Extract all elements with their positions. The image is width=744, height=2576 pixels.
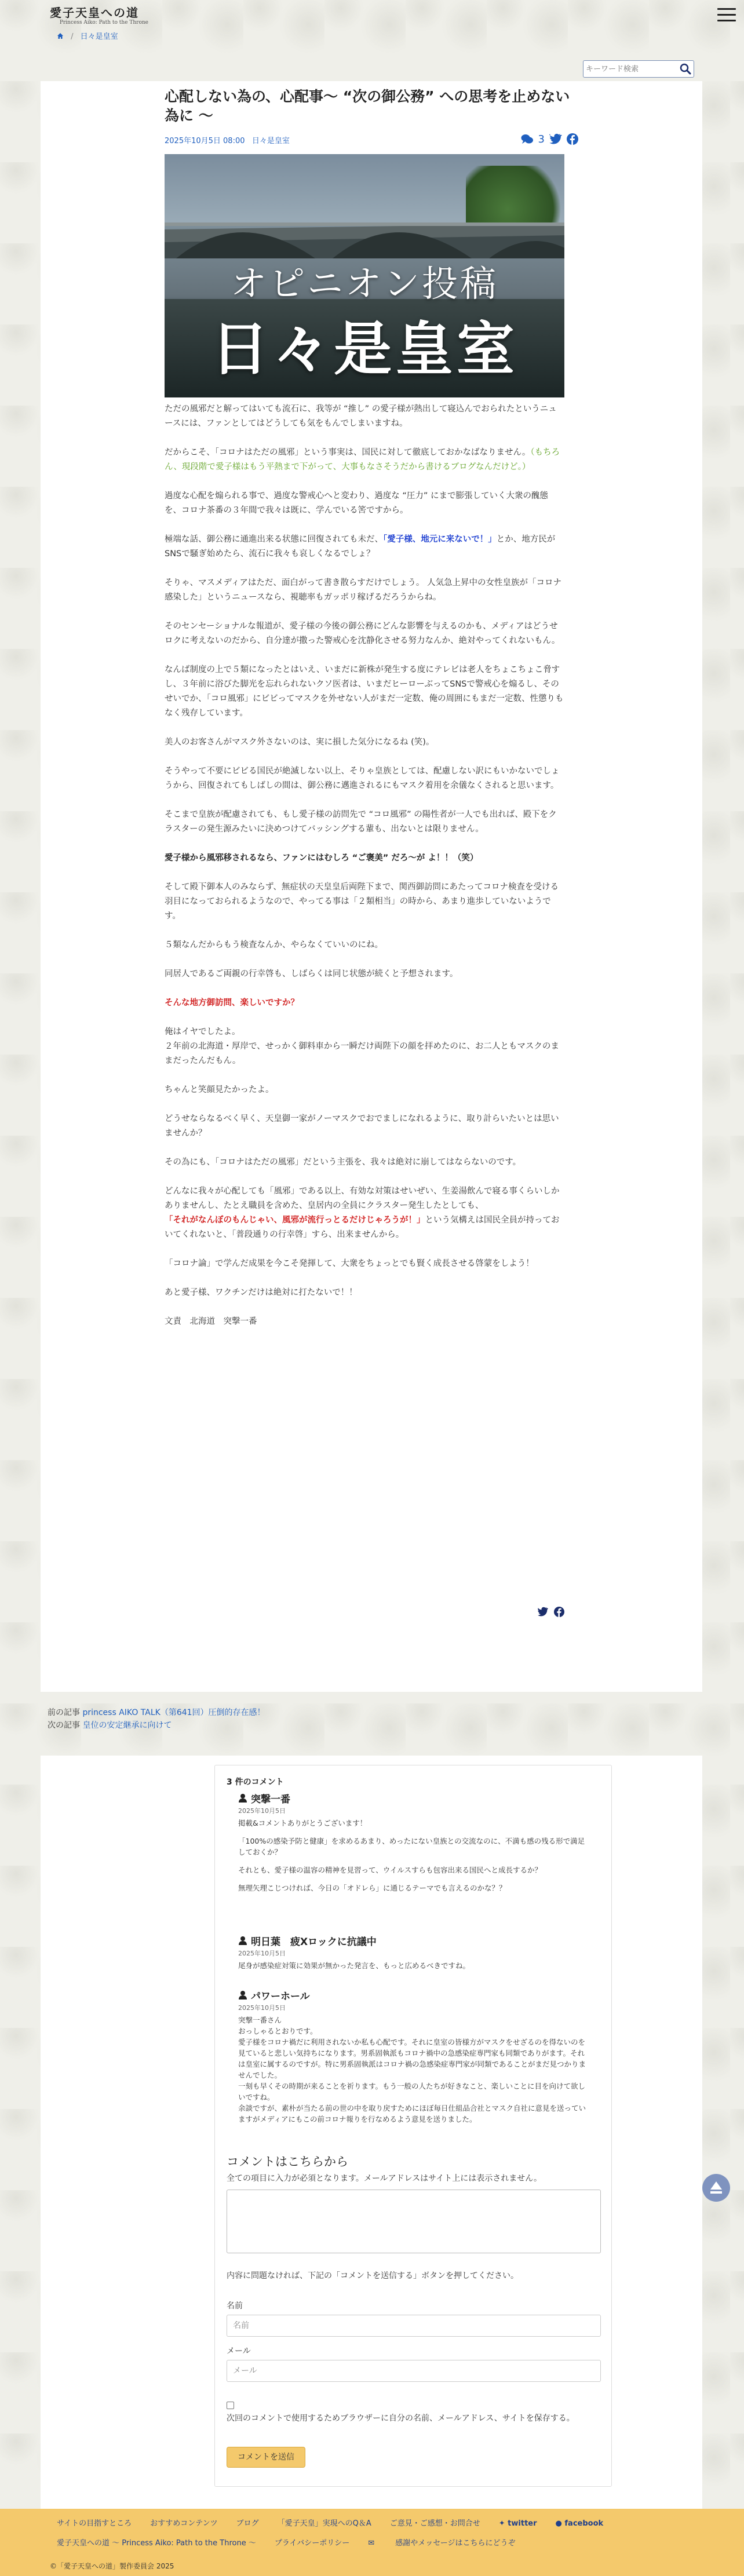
comment-author bbox=[238, 1988, 592, 2002]
prev-post-link[interactable]: princess AIKO TALK（第641回）圧倒的存在感！ bbox=[82, 1708, 265, 1717]
post-title: 心配しない為の、心配事～ “次の御公務” への思考を止めない為に ～ bbox=[165, 88, 570, 124]
user-icon bbox=[238, 1990, 247, 1999]
post-date bbox=[165, 134, 290, 145]
paragraph-text: ２年前の北海道・厚岸で、せっかく御料車から一瞬だけ両陛下の顔を拝めたのに、お二人ともマスクのままだったんだもん。 bbox=[165, 1042, 559, 1066]
comment-line: 愛子様をコロナ禍だに利用されないか私も心配です。それに皇室の皆様方がマスクをせざるのを得ないのを見ていると悲しい気持ちになります。男系固執派もコロナ禍中の急感染症専門家も同類でありがます。それは皇室に属するのですが。特に男系固執派はコロナ禍の急感染症専門家が同類であることがまだ見つかりませんでした。 bbox=[238, 2038, 586, 2079]
chevron-up-icon bbox=[702, 2174, 730, 2202]
comment-date: 2025年10月5日 bbox=[238, 2004, 286, 2012]
breadcrumb-category-link[interactable]: 日々是皇室 bbox=[80, 32, 118, 41]
site-footer bbox=[0, 2509, 744, 2576]
paragraph-text: 極端な話、御公務に通進出来る状態に回復されても未だ、 bbox=[165, 535, 383, 544]
footer-twitter-text: twitter bbox=[508, 2519, 537, 2528]
email-label: メール bbox=[227, 2347, 251, 2356]
comment-line: 突撃一番さん bbox=[238, 2016, 282, 2024]
paragraph bbox=[165, 1184, 564, 1242]
comment-line: 一刻も早くその時期が来ることを祈ります。もう一般の人たちが好きなこと、楽しいことに目を向けて欲しいですね。 bbox=[238, 2082, 586, 2101]
comment-form-title: コメントはこちらから bbox=[227, 2155, 348, 2169]
paragraph: なんば制度の上で５類になったとはいえ、いまだに新株が発生する度にテレビは老人をちょこちょこ脅すし、３年前に浴びた脚光を忘れられないクソ医者は、いまだヒーローぶってSNSで警戒心を煽るし、そのせいでか、「コロ風邪」にビビってマスクを外せない人がまだ一定数、俺の周囲にもまだ一定数、性懲りもなく残存しています。 bbox=[165, 665, 564, 718]
breadcrumb bbox=[57, 31, 118, 43]
comments-icon[interactable] bbox=[521, 133, 534, 145]
paragraph: そうやって不要にビビる国民が絶滅しない以上、そりゃ皇族としては、配慮しない訳にもいかないでしょうから、回復されてもしばしの間は、御公務に邁進されるにもマスク着用を余儀なくされると思います。 bbox=[165, 767, 560, 790]
email-field[interactable]: メール bbox=[227, 2360, 601, 2382]
footer-link[interactable]: ご意見・ご感想・お問合せ bbox=[389, 2519, 480, 2528]
comment-line: 「100%の感染予防と健康」を求めるあまり、めったにない皇族との交流なのに、不満も感の残る形で満足しておくか？ bbox=[238, 1837, 585, 1856]
footer-twitter-link[interactable]: ✦ twitter bbox=[498, 2519, 537, 2528]
comment-line: おっしゃるとおりです。 bbox=[238, 2027, 318, 2035]
paragraph: ５類なんだからもう検査なんか、やらなくていいのにね。 bbox=[165, 940, 383, 950]
footer-link[interactable]: プライバシーポリシー bbox=[274, 2539, 350, 2548]
paragraph bbox=[165, 1025, 564, 1068]
paragraph: ただの風邪だと解ってはいても流石に、我等が “推し” の愛子様が熱出して寝込んでおられたというニュースには、ファンとしてはどうしても気をもんでしまいますね。 bbox=[165, 404, 557, 428]
paragraph bbox=[165, 532, 564, 561]
paragraph: その為にも、「コロナはただの風邪」だという主張を、我々は絶対に崩してはならないのです。 bbox=[165, 1158, 521, 1167]
comment-line: 掲載&コメントありがとうございます！ bbox=[238, 1819, 367, 1827]
paragraph: そりゃ、マスメディアはただ、面白がって書き散らすだけでしょう。 人気急上昇中の女性皇族が「コロナ感染した」というニュースなら、視聴率もガッポリ稼げるだろうからね。 bbox=[165, 578, 561, 602]
paragraph: 「コロナ論」で学んだ成果を今こそ発揮して、大衆をちょっとでも賢く成長させる啓蒙をしよう！ bbox=[165, 1259, 534, 1268]
post-category-link[interactable]: 日々是皇室 bbox=[251, 137, 290, 145]
footer-message-link[interactable] bbox=[368, 2538, 534, 2549]
paragraph bbox=[165, 446, 564, 475]
user-icon bbox=[238, 1793, 247, 1803]
comment-author-name: 明日葉 疲Xロックに抗議中 bbox=[251, 1936, 377, 1948]
comment-line: それとも、愛子様の温容の精神を見習って、ウイルスすらも包容出来る国民へと成長するか？ bbox=[238, 1866, 542, 1874]
comment-line: 無理矢理こじつければ、今日の「オドレら」に通じるテーマでも言えるのかな？？ bbox=[238, 1884, 506, 1892]
paragraph-text: とか、地方民がSNSで騒ぎ始めたら、流石に我々も哀しくなるでしょ？ bbox=[165, 535, 556, 559]
post-meta bbox=[165, 131, 578, 147]
comment-author bbox=[238, 1791, 592, 1805]
footer-link[interactable]: おすすめコンテンツ bbox=[150, 2519, 218, 2528]
facebook-icon[interactable] bbox=[567, 133, 578, 145]
green-aside: （もちろん、現段階で愛子様はもう平熱まで下がって、大事もなさそうだから書けるブログなんだけど。） bbox=[165, 448, 560, 472]
comment-count[interactable]: 3 bbox=[538, 133, 545, 145]
paragraph: どうせならなるべく早く、天皇御一家がノーマスクでおでましになれるように、取り計らいたいとは思いませんか？ bbox=[165, 1114, 559, 1138]
comment-text bbox=[238, 1818, 592, 1893]
facebook-icon[interactable] bbox=[554, 1607, 564, 1617]
comment-line: 余談ですが、素朴が当たる前の世の中を取り戻すためにほぼ毎日仕組品合社とマスク自社に意見を送っていますがメディアにもこの前コロナ報りを行なめるよう意見を送りました。 bbox=[238, 2104, 586, 2123]
comment-form-hint: 内容に問題なければ、下記の「コメントを送信する」ボタンを押してください。 bbox=[227, 2271, 519, 2281]
paragraph: 同居人であるご両親の行幸啓も、しばらくは同じ状態が続くと予想されます。 bbox=[165, 969, 458, 979]
logo-sub-text: Princess Aiko: Path to the Throne bbox=[59, 20, 148, 25]
footer-link[interactable]: 愛子天皇への道 ～ Princess Aiko: Path to the Throne ～ bbox=[57, 2539, 256, 2548]
hero-title-line1: オピニオン投稿 bbox=[230, 262, 498, 305]
paragraph: そこまで皇族が配慮されても、もし愛子様の訪問先で “コロ風邪” の陽性者が一人でも出れば、殿下をクラスターの発生源みたいに決めつけてバッシングする輩も、出ないとは限りません。 bbox=[165, 810, 557, 834]
next-post-link[interactable]: 皇位の安定継承に向けて bbox=[82, 1721, 172, 1730]
comment bbox=[238, 1988, 592, 2125]
footer-link[interactable]: ブログ bbox=[236, 2519, 259, 2528]
comment-author-name: パワーホール bbox=[251, 1990, 310, 2002]
paragraph: 過度な心配を煽られる事で、過度な警戒心へと変わり、過度な “圧力” にまで膨張していく大衆の醜態を、コロナ茶番の３年間で我々は既に、学んでいる筈ですから。 bbox=[165, 491, 548, 515]
bold-paragraph: 愛子様から風邪移されるなら、ファンにはむしろ “ご褒美” だろ～が よ！！（笑） bbox=[165, 853, 479, 863]
article-panel bbox=[41, 81, 702, 1692]
comment-form-note: 全ての項目に入力が必須となります。メールアドレスはサイト上には表示されません。 bbox=[227, 2174, 542, 2183]
article bbox=[165, 81, 578, 1344]
paragraph-text: だからこそ、「コロナはただの風邪」という事実は、国民に対して徹底しておかなばなりません。 bbox=[165, 448, 531, 457]
next-post bbox=[48, 1719, 265, 1732]
mail-icon: ✉ bbox=[368, 2539, 377, 2548]
scroll-to-top-button[interactable] bbox=[702, 2174, 730, 2202]
footer-links-row2 bbox=[57, 2538, 552, 2549]
emphasis-quote: 「愛子様、地元に来ないで！」 bbox=[383, 535, 497, 544]
paragraph-text: どんなに我々が心配しても「風邪」である以上、有効な対策はせいぜい、生姜湯飲んで寝る事くらいしかありませんし、たとえ職員を含めた、皇居内の全員にクラスター発生したとしても、 bbox=[165, 1187, 560, 1210]
post-body bbox=[165, 402, 564, 1329]
save-info-checkbox[interactable] bbox=[227, 2402, 234, 2409]
search-icon bbox=[679, 63, 692, 75]
site-logo[interactable] bbox=[50, 6, 148, 27]
footer-facebook-link[interactable]: ● facebook bbox=[555, 2519, 604, 2528]
comments-panel bbox=[41, 1756, 702, 2509]
red-heading: そんな地方御訪問、楽しいですか？ bbox=[165, 998, 299, 1008]
comment-author bbox=[238, 1933, 592, 1947]
footer-facebook-text: facebook bbox=[564, 2519, 604, 2528]
footer-message-text: 感謝やメッセージはこちらにどうぞ bbox=[395, 2539, 516, 2548]
breadcrumb-separator: / bbox=[71, 32, 74, 41]
comment bbox=[238, 1791, 592, 1900]
next-post-label: 次の記事 bbox=[48, 1721, 80, 1730]
comment-text bbox=[238, 2015, 592, 2125]
prev-post-label: 前の記事 bbox=[48, 1708, 80, 1717]
menu-icon[interactable] bbox=[717, 8, 736, 23]
paragraph: 美人のお客さんがマスク外さないのは、実に損した気分になるね (笑)。 bbox=[165, 738, 435, 747]
twitter-icon[interactable] bbox=[549, 133, 562, 145]
bridge-illustration bbox=[165, 189, 564, 258]
home-icon[interactable] bbox=[57, 32, 64, 39]
paragraph-text: という気構えは国民全員が持っておいてくれないと、「普段通りの行幸啓」すら、出来ませんから。 bbox=[165, 1216, 560, 1239]
comment-textarea[interactable] bbox=[227, 2190, 601, 2253]
share-bottom bbox=[538, 1607, 566, 1621]
search-box bbox=[583, 60, 694, 78]
paragraph: そして殿下御本人のみならず、無症状の天皇皇后両陛下まで、関西御訪問にあたってコロナ検査を受ける羽目になっておられるようなので、やってる事は「２類相当」の時から、あまり進歩していないようです。 bbox=[165, 882, 559, 921]
post-navigation bbox=[48, 1706, 265, 1732]
comments-heading: 3 件のコメント bbox=[227, 1778, 284, 1787]
copyright: ©「愛子天皇への道」製作委員会 2025 bbox=[50, 2562, 174, 2570]
author-credit: 文責 北海道 突撃一番 bbox=[165, 1317, 257, 1326]
comment-author-name: 突撃一番 bbox=[251, 1793, 290, 1805]
comment-text bbox=[238, 1960, 592, 1971]
submit-comment-button[interactable]: コメントを送信 bbox=[227, 2447, 305, 2468]
paragraph: あと愛子様、ワクチンだけは絶対に打たないで！！ bbox=[165, 1288, 358, 1297]
comment-line: 尾身が感染症対策に効果が無かった発言を、もっと広めるべきですね。 bbox=[238, 1961, 471, 1970]
search-button[interactable] bbox=[679, 63, 692, 75]
comment bbox=[238, 1933, 592, 1978]
paragraph-text: 俺はイヤでしたよ。 bbox=[165, 1027, 240, 1037]
paragraph: そのセンセーショナルな報道が、愛子様の今後の御公務にどんな影響を与えるのかも、メディアはどうせロクに考えないのだから、自分達が撒った警戒心を沈静化させる努力なんか、絶対やってくれないもん。 bbox=[165, 622, 560, 645]
search-input[interactable] bbox=[586, 63, 676, 75]
hero-title-line2: 日々是皇室 bbox=[211, 315, 518, 383]
footer-link[interactable]: 「愛子天皇」実現へのQ＆A bbox=[277, 2519, 371, 2528]
post-actions bbox=[521, 132, 578, 146]
prev-post bbox=[48, 1706, 265, 1719]
twitter-icon[interactable] bbox=[538, 1607, 549, 1617]
name-label: 名前 bbox=[227, 2301, 243, 2311]
comment-date: 2025年10月5日 bbox=[238, 1950, 286, 1957]
logo-main-text: 愛子天皇への道 bbox=[50, 6, 139, 20]
comments-box bbox=[214, 1765, 612, 2487]
post-date-text: 2025年10月5日 08:00 bbox=[165, 137, 245, 145]
footer-link[interactable]: サイトの目指すところ bbox=[57, 2519, 132, 2528]
comment-date: 2025年10月5日 bbox=[238, 1807, 286, 1815]
footer-links-row1 bbox=[57, 2518, 622, 2530]
name-field[interactable]: 名前 bbox=[227, 2315, 601, 2337]
save-info-label: 次回のコメントで使用するためブラウザーに自分の名前、メールアドレス、サイトを保存する。 bbox=[227, 2414, 575, 2423]
emphasis-quote: 「それがなんぼのもんじゃい、風邪が流行っとるだけじゃろうが！」 bbox=[165, 1216, 425, 1225]
site-header bbox=[0, 0, 744, 32]
paragraph: ちゃんと笑顔見たかったよ。 bbox=[165, 1085, 274, 1094]
hero-image bbox=[165, 154, 564, 397]
user-icon bbox=[238, 1936, 247, 1945]
